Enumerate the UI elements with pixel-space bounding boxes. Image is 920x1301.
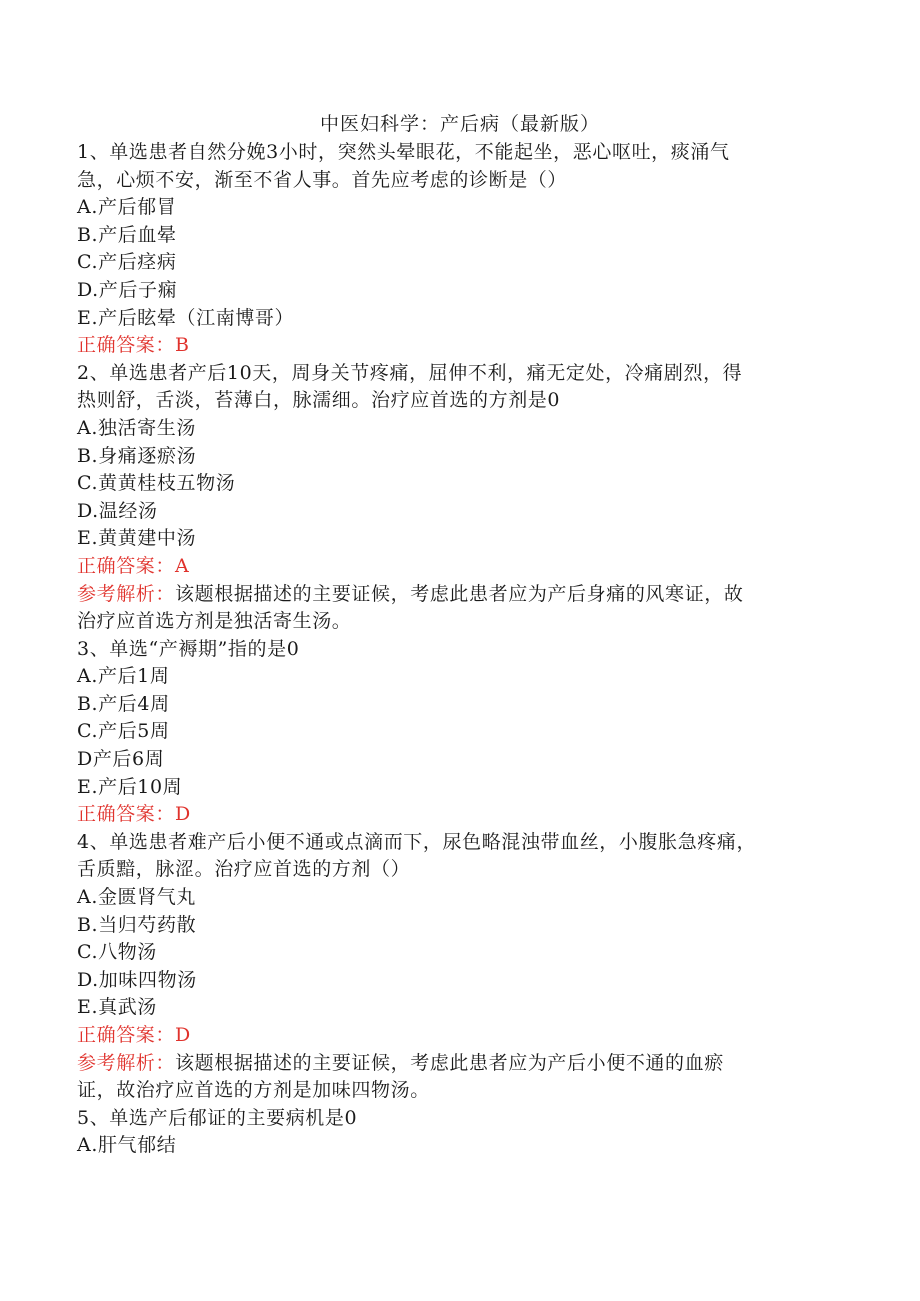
question-4-stem-line-2: 舌质黯，脉涩。治疗应首选的方剂（）: [77, 858, 411, 881]
question-3-option-a: A.产后1周: [77, 665, 170, 688]
question-1-stem-line-2: 急，心烦不安，渐至不省人事。首先应考虑的诊断是（）: [77, 168, 568, 191]
question-3-option-c: C.产后5周: [77, 720, 170, 743]
question-4-stem-line-1: 4、单选患者难产后小便不通或点滴而下，尿色略混浊带血丝，小腹胀急疼痛，: [77, 830, 757, 853]
question-list: [77, 139, 817, 1160]
question-4-analysis-line-2: 证，故治疗应首选的方剂是加味四物汤。: [77, 1079, 430, 1102]
question-3-option-b: B.产后4周: [77, 692, 170, 715]
question-2-answer: [77, 553, 817, 581]
question-4-option-c: C.八物汤: [77, 941, 157, 964]
answer-label: 正确答案：: [77, 1024, 176, 1046]
question-2-option-b: B.身痛逐瘀汤: [77, 444, 197, 467]
answer-value: D: [175, 1024, 191, 1046]
question-4-option-a: A.金匮肾气丸: [77, 886, 196, 909]
question-1-answer: [77, 332, 817, 360]
question-4: [77, 829, 817, 1105]
question-1-option-e: E.产后眩晕（江南博哥）: [77, 306, 295, 329]
question-1-option-b: B.产后血晕: [77, 223, 177, 246]
question-1-stem-line-1: 1、单选患者自然分娩3小时，突然头晕眼花，不能起坐，恶心呕吐，痰涌气: [77, 141, 730, 163]
question-3-stem-line-1: 3、单选“产褥期”指的是0: [77, 637, 300, 660]
analysis-label: 参考解析：: [77, 1051, 176, 1074]
answer-label: 正确答案：: [77, 803, 176, 826]
question-2-stem-line-2: 热则舒，舌淡，苔薄白，脉濡细。治疗应首选的方剂是0: [77, 389, 561, 412]
question-4-answer: [77, 1022, 817, 1050]
question-5-stem-line-1: 5、单选产后郁证的主要病机是0: [77, 1106, 358, 1129]
question-2: [77, 360, 817, 636]
question-2-analysis-line-2: 治疗应首选方剂是独活寄生汤。: [77, 610, 352, 633]
answer-value: A: [175, 554, 190, 577]
question-1-option-a: A.产后郁冒: [77, 196, 177, 219]
analysis-text: 该题根据描述的主要证候，考虑此患者应为产后身痛的风寒证，故: [175, 582, 744, 605]
question-2-option-c: C.黄黄桂枝五物汤: [77, 472, 236, 495]
question-1-option-d: D.产后子痫: [77, 278, 178, 301]
question-4-option-e: E.真武汤: [77, 996, 157, 1019]
question-1-option-c: C.产后痉病: [77, 251, 177, 274]
question-5: [77, 1105, 817, 1160]
page-title: 中医妇科学：产后病（最新版）: [319, 113, 600, 135]
question-3-answer: [77, 801, 817, 829]
question-5-option-a: A.肝气郁结: [77, 1134, 177, 1157]
question-3-option-d: D产后6周: [77, 748, 165, 771]
question-4-option-b: B.当归芍药散: [77, 913, 197, 936]
answer-value: D: [175, 803, 191, 826]
answer-value: B: [175, 334, 190, 357]
question-2-option-a: A.独活寄生汤: [77, 416, 196, 439]
question-2-option-e: E.黄黄建中汤: [77, 527, 197, 550]
question-2-analysis-line-1: [77, 581, 817, 609]
question-3-option-e: E.产后10周: [77, 775, 183, 798]
question-2-stem-line-1: 2、单选患者产后10天，周身关节疼痛，屈伸不利，痛无定处，冷痛剧烈，得: [77, 361, 743, 384]
question-4-analysis-line-1: [77, 1050, 817, 1078]
question-4-option-d: D.加味四物汤: [77, 968, 197, 991]
question-2-option-d: D.温经汤: [77, 499, 158, 522]
question-3: [77, 636, 817, 829]
analysis-text: 该题根据描述的主要证候，考虑此患者应为产后小便不通的血瘀: [175, 1051, 724, 1074]
analysis-label: 参考解析：: [77, 582, 176, 605]
answer-label: 正确答案：: [77, 334, 176, 357]
question-1: [77, 139, 817, 360]
answer-label: 正确答案：: [77, 554, 176, 577]
